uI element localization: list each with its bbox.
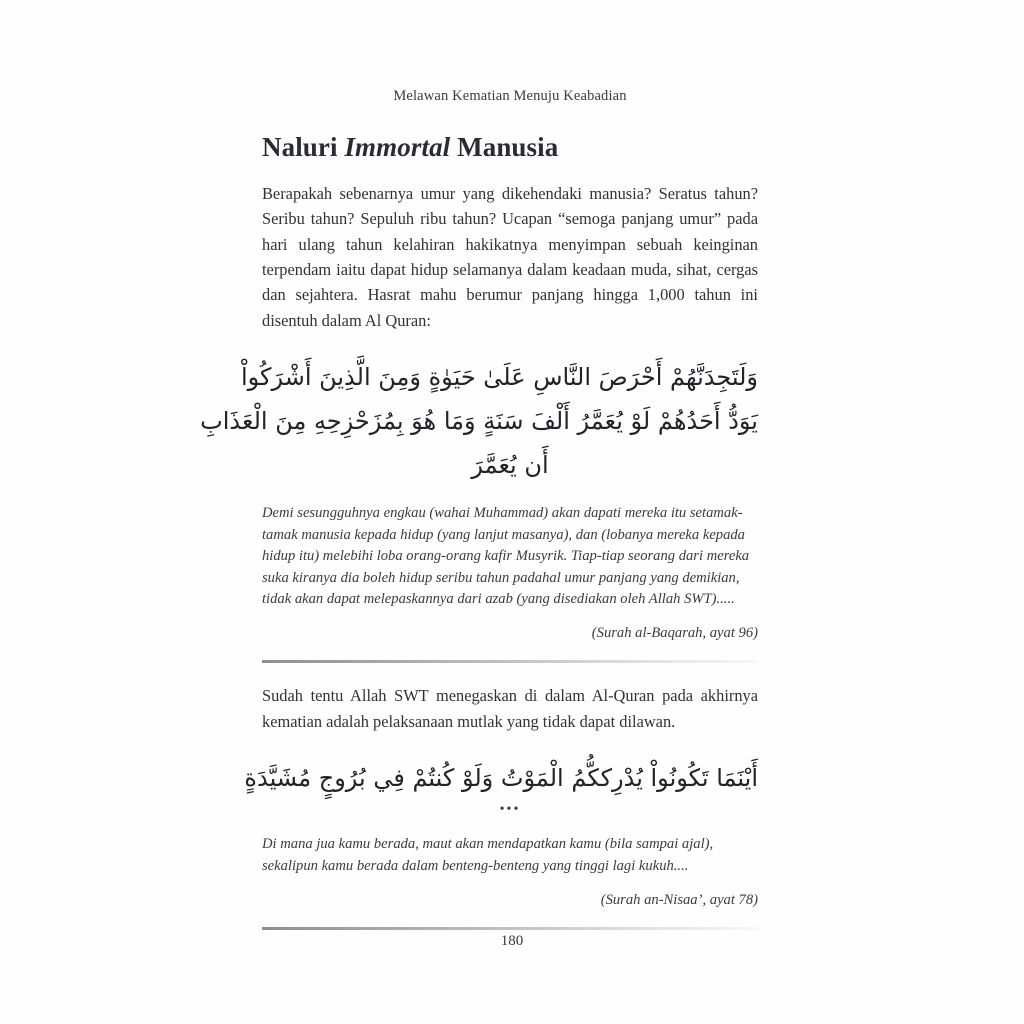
quran-verse-two-line-1: أَيْنَمَا تَكُونُواْ يُدْرِككُّمُ الْمَوْتُ وَلَوْ كُنتُمْ فِي بُرُوجٍ مُشَيَّدَةٍ bbox=[244, 764, 758, 793]
section-divider-bottom bbox=[262, 927, 758, 930]
spacer-after-top-divider bbox=[262, 663, 758, 683]
section-title-italic-word: Immortal bbox=[344, 132, 451, 162]
second-paragraph: Sudah tentu Allah SWT menegaskan di dalam Al-Quran pada akhirnya kematian adalah pelaksanaan mutlak yang tidak dapat dilawan. bbox=[262, 686, 758, 731]
page-content-column bbox=[200, 0, 758, 930]
quran-verse-two-translation: Di mana jua kamu berada, maut akan mendapatkan kamu (bila sampai ajal), sekalipun kamu berada dalam benteng-benteng yang tinggi lagi kukuh.... bbox=[262, 836, 714, 874]
quran-verse-one-translation: Demi sesungguhnya engkau (wahai Muhammad) akan dapati mereka itu setamak-tamak manusia kepada hidup (yang lanjut masanya), dan (lobanya mereka kepada hidup itu) melebihi loba orang-orang kafir Musyrik. Tiap-tiap seorang dari mereka suka kiranya dia boleh hidup seribu tahun padahal umur panjang yang demikian, tidak akan dapat melepaskannya dari azab (yang disediakan oleh Allah SWT)..... bbox=[262, 505, 750, 608]
quran-verse-two-end-ornament: ••• bbox=[499, 802, 521, 818]
quran-verse-one-line-2: يَوَدُّ أَحَدُهُمْ لَوْ يُعَمَّرُ أَلْفَ سَنَةٍ وَمَا هُوَ بِمُزَحْزِحِهِ مِنَ الْعَذَابِ bbox=[200, 407, 758, 436]
page-number: 180 bbox=[500, 933, 524, 949]
quran-verse-two bbox=[244, 756, 758, 800]
quran-verse-one-line-1: وَلَتَجِدَنَّهُمْ أَحْرَصَ النَّاسِ عَلَىٰ حَيَوٰةٍ وَمِنَ الَّذِينَ أَشْرَكُواْ bbox=[240, 363, 758, 392]
quran-verse-one bbox=[200, 355, 758, 487]
quran-verse-one-attribution: (Surah al-Baqarah, ayat 96) bbox=[591, 625, 758, 642]
intro-paragraph: Berapakah sebenarnya umur yang dikehendaki manusia? Seratus tahun? Seribu tahun? Sepuluh ribu tahun? Ucapan “semoga panjang umur” pada hari ulang tahun kelahiran hakikatnya menyimpan sebuah keinginan terpendam iaitu dapat hidup selamanya dalam keadaan muda, sihat, cergas dan sejahtera. Hasrat mahu berumur panjang hingga 1,000 tahun ini disentuh dalam Al Quran: bbox=[262, 183, 758, 330]
section-title-part-one: Naluri bbox=[262, 132, 345, 162]
quran-verse-one-line-3: أَن يُعَمَّرَ bbox=[471, 451, 549, 480]
section-title bbox=[262, 133, 758, 163]
running-header: Melawan Kematian Menuju Keabadian bbox=[393, 88, 627, 104]
section-title-part-two: Manusia bbox=[450, 132, 559, 162]
quran-verse-two-attribution: (Surah an-Nisaa’, ayat 78) bbox=[600, 891, 758, 908]
